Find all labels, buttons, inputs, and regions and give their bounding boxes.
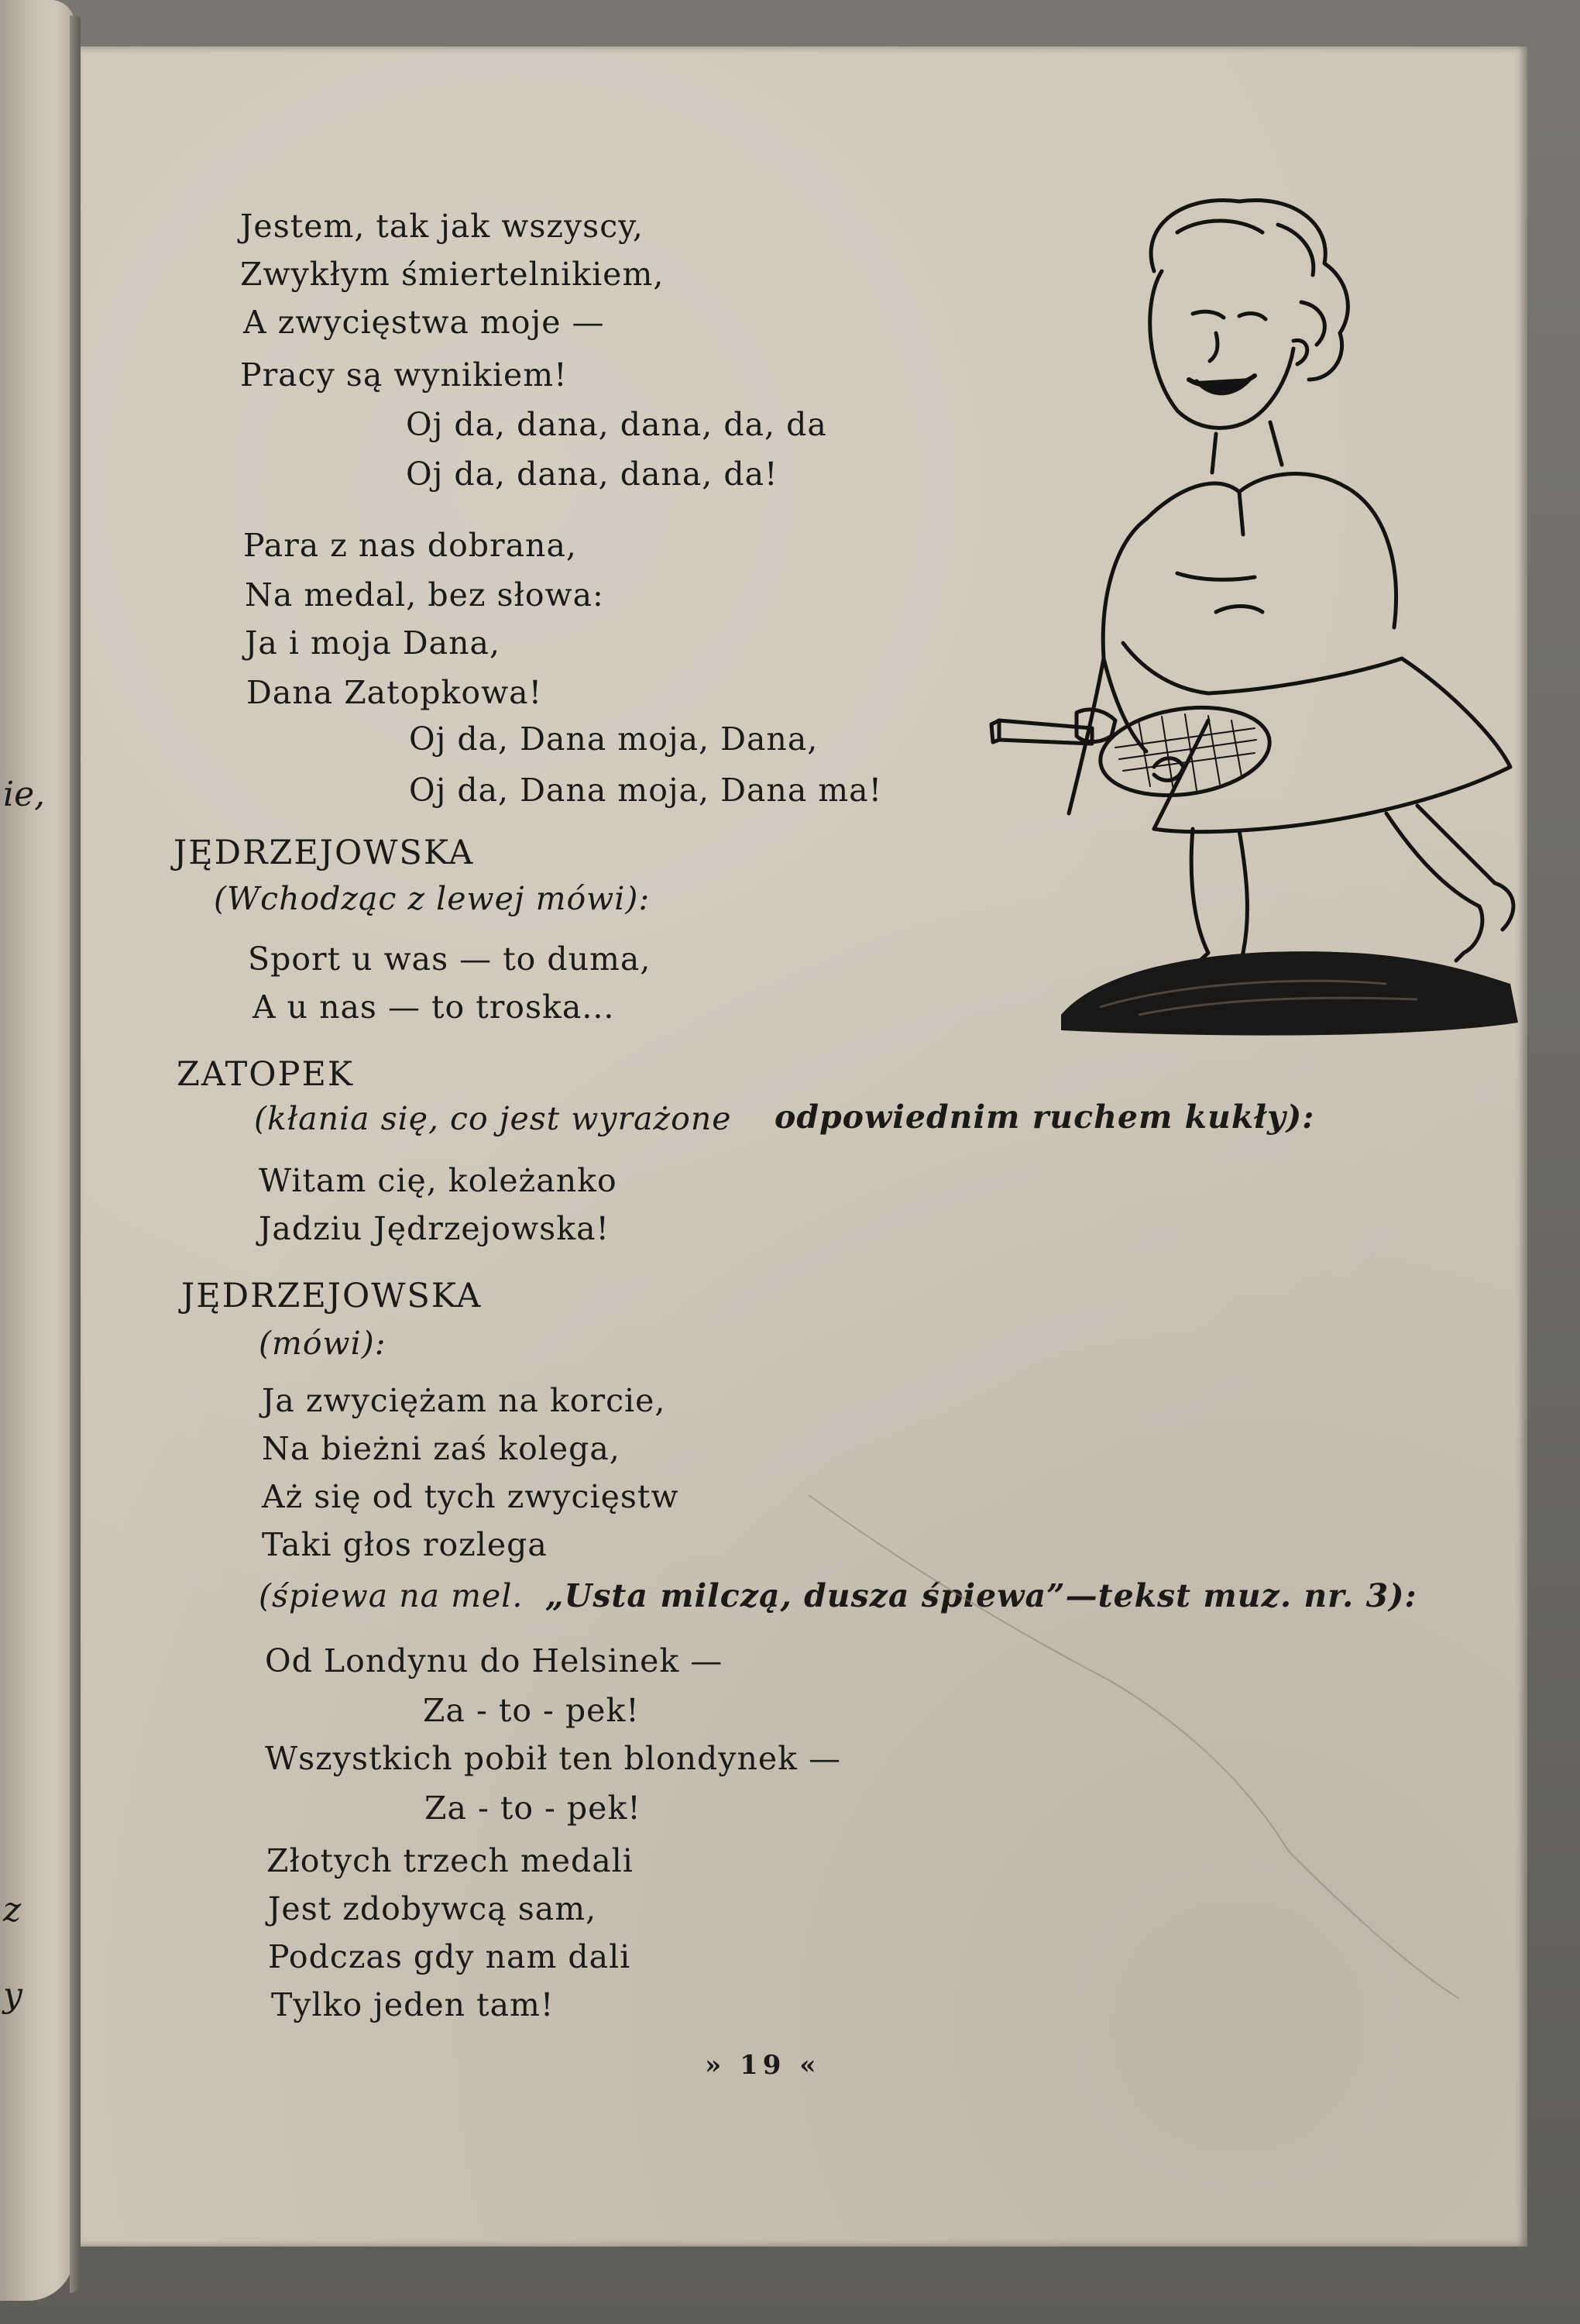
verse-line: Para z nas dobrana,	[243, 527, 577, 564]
prev-page-fragment: z	[3, 1890, 22, 1930]
tennis-player-caricature	[984, 178, 1526, 1077]
song-line: Za - to - pek!	[423, 1692, 640, 1729]
prev-page-fragment: y	[3, 1975, 22, 2015]
dialogue-line: Aż się od tych zwycięstw	[262, 1478, 679, 1515]
prev-page-fragment: ie,	[3, 775, 46, 814]
speaker-name: ZATOPEK	[177, 1055, 354, 1094]
stage-direction: odpowiednim ruchem kukły):	[775, 1098, 1315, 1136]
song-line: Podczas gdy nam dali	[268, 1938, 631, 1975]
verse-line: Na medal, bez słowa:	[245, 576, 604, 614]
song-line: Wszystkich pobił ten blondynek —	[265, 1740, 842, 1777]
stage-direction: (Wchodząc z lewej mówi):	[214, 880, 651, 917]
dialogue-line: Taki głos rozlega	[262, 1526, 548, 1563]
song-line: Za - to - pek!	[424, 1789, 641, 1827]
verse-line: Zwykłym śmiertelnikiem,	[240, 256, 665, 293]
song-line: Jest zdobywcą sam,	[268, 1890, 597, 1927]
refrain-line: Oj da, Dana moja, Dana ma!	[409, 772, 883, 809]
stage-direction: „Usta milczą, dusza śpiewa”—tekst muz. nr. 3):	[545, 1577, 1417, 1614]
refrain-line: Oj da, dana, dana, da!	[406, 456, 778, 493]
stage-direction: (śpiewa na mel.	[259, 1577, 524, 1614]
speaker-name: JĘDRZEJOWSKA	[173, 834, 475, 872]
previous-page	[0, 0, 74, 2301]
verse-line: Ja i moja Dana,	[245, 624, 501, 662]
dialogue-line: Na bieżni zaś kolega,	[262, 1430, 620, 1467]
dialogue-line: A u nas — to troska...	[252, 988, 615, 1026]
dialogue-line: Sport u was — to duma,	[248, 940, 651, 978]
dialogue-line: Ja zwyciężam na korcie,	[262, 1382, 666, 1419]
stage-direction: (mówi):	[259, 1325, 386, 1362]
song-line: Złotych trzech medali	[266, 1842, 634, 1879]
verse-line: Pracy są wynikiem!	[240, 356, 568, 394]
page-edge	[70, 15, 81, 2293]
verse-line: Jestem, tak jak wszyscy,	[240, 208, 644, 245]
refrain-line: Oj da, Dana moja, Dana,	[409, 720, 819, 758]
verse-line: Dana Zatopkowa!	[246, 674, 543, 711]
song-line: Tylko jeden tam!	[271, 1986, 555, 2023]
speaker-name: JĘDRZEJOWSKA	[181, 1277, 483, 1315]
verse-line: A zwycięstwa moje —	[243, 304, 605, 341]
stage-direction: (kłania się, co jest wyrażone	[254, 1100, 732, 1137]
dialogue-line: Jadziu Jędrzejowska!	[259, 1210, 610, 1247]
song-line: Od Londynu do Helsinek —	[265, 1642, 723, 1679]
page-number: » 19 «	[705, 2050, 821, 2081]
refrain-line: Oj da, dana, dana, da, da	[406, 406, 827, 443]
dialogue-line: Witam cię, koleżanko	[259, 1162, 617, 1199]
